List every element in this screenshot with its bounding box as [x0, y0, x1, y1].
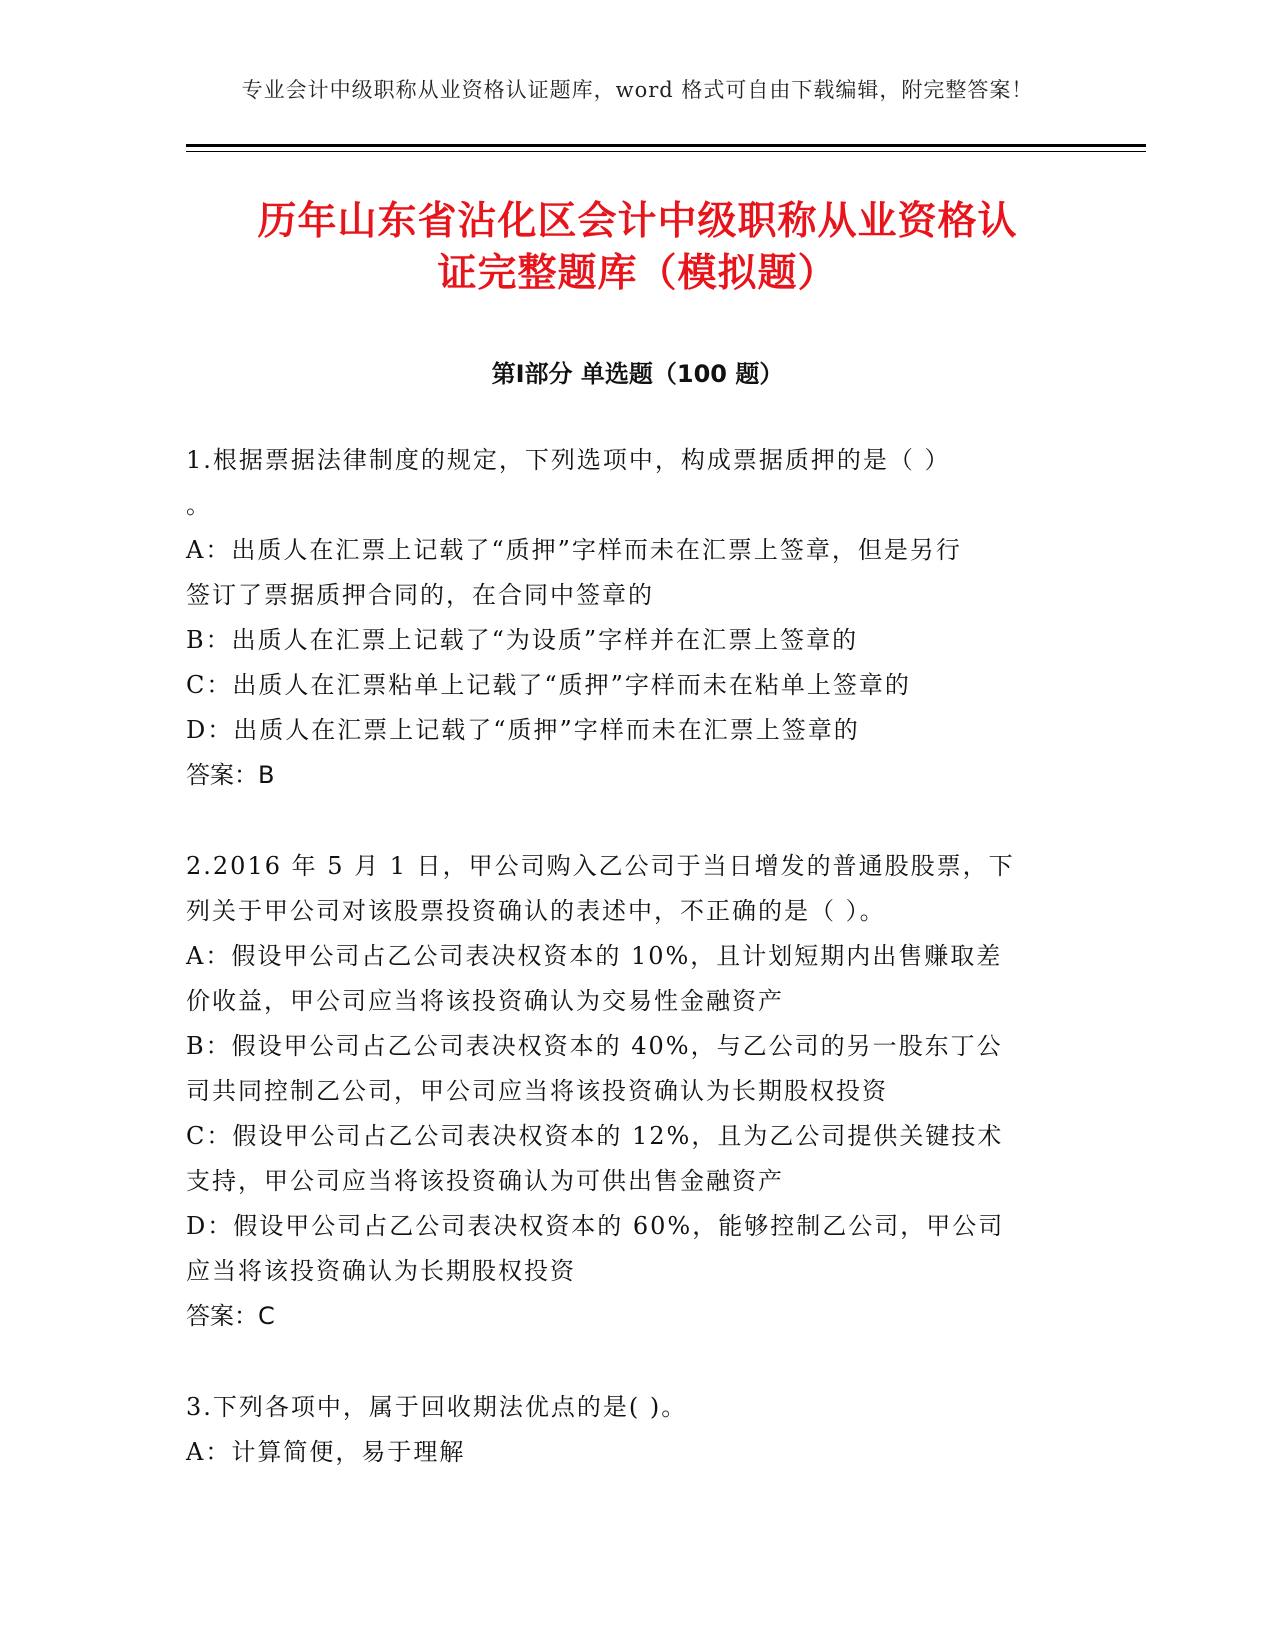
question-2	[186, 844, 1066, 1339]
section-title: 第Ⅰ部分 单选题（100 题）	[491, 360, 784, 388]
document-title-line: 证完整题库（模拟题）	[437, 251, 838, 296]
option-a-continued: 价收益，甲公司应当将该投资确认为交易性金融资产	[186, 987, 784, 1015]
question-stem-line: 列关于甲公司对该股票投资确认的表述中，不正确的是（ ）。	[186, 897, 886, 925]
option-d: D：假设甲公司占乙公司表决权资本的 60%，能够控制乙公司，甲公司	[186, 1212, 1005, 1240]
option-b-continued: 司共同控制乙公司，甲公司应当将该投资确认为长期股权投资	[186, 1077, 888, 1105]
question-1	[186, 438, 1066, 798]
document-title	[170, 196, 1105, 300]
question-stem-line: 。	[186, 491, 212, 519]
answer-line: 答案：C	[186, 1302, 275, 1330]
question-3	[186, 1385, 1066, 1475]
option-a: A：出质人在汇票上记载了“质押”字样而未在汇票上签章，但是另行	[186, 536, 962, 564]
option-b: B：出质人在汇票上记载了“为设质”字样并在汇票上签章的	[186, 626, 859, 654]
question-stem-line: 1.根据票据法律制度的规定，下列选项中，构成票据质押的是（ ）	[186, 446, 951, 474]
option-b: B：假设甲公司占乙公司表决权资本的 40%，与乙公司的另一股东丁公	[186, 1032, 1003, 1060]
option-c: C：出质人在汇票粘单上记载了“质押”字样而未在粘单上签章的	[186, 671, 911, 699]
header-note: 专业会计中级职称从业资格认证题库，word 格式可自由下载编辑，附完整答案！	[241, 78, 1034, 102]
header-rule-thin	[186, 151, 1146, 152]
header-rule-thick	[186, 144, 1146, 147]
document-title-line: 历年山东省沾化区会计中级职称从业资格认	[257, 199, 1018, 244]
option-a-continued: 签订了票据质押合同的，在合同中签章的	[186, 581, 654, 609]
answer-line: 答案：B	[186, 761, 275, 789]
question-stem-line: 3.下列各项中，属于回收期法优点的是( )。	[186, 1393, 688, 1421]
question-stem-line: 2.2016 年 5 月 1 日，甲公司购入乙公司于当日增发的普通股股票，下	[186, 852, 1015, 880]
option-a: A：计算简便，易于理解	[186, 1438, 466, 1466]
option-a: A：假设甲公司占乙公司表决权资本的 10%，且计划短期内出售赚取差	[186, 942, 1003, 970]
question-list	[186, 438, 1066, 1521]
option-d-continued: 应当将该投资确认为长期股权投资	[186, 1257, 576, 1285]
option-d: D：出质人在汇票上记载了“质押”字样而未在汇票上签章的	[186, 716, 860, 744]
option-c: C：假设甲公司占乙公司表决权资本的 12%，且为乙公司提供关键技术	[186, 1122, 1004, 1150]
option-c-continued: 支持，甲公司应当将该投资确认为可供出售金融资产	[186, 1167, 784, 1195]
